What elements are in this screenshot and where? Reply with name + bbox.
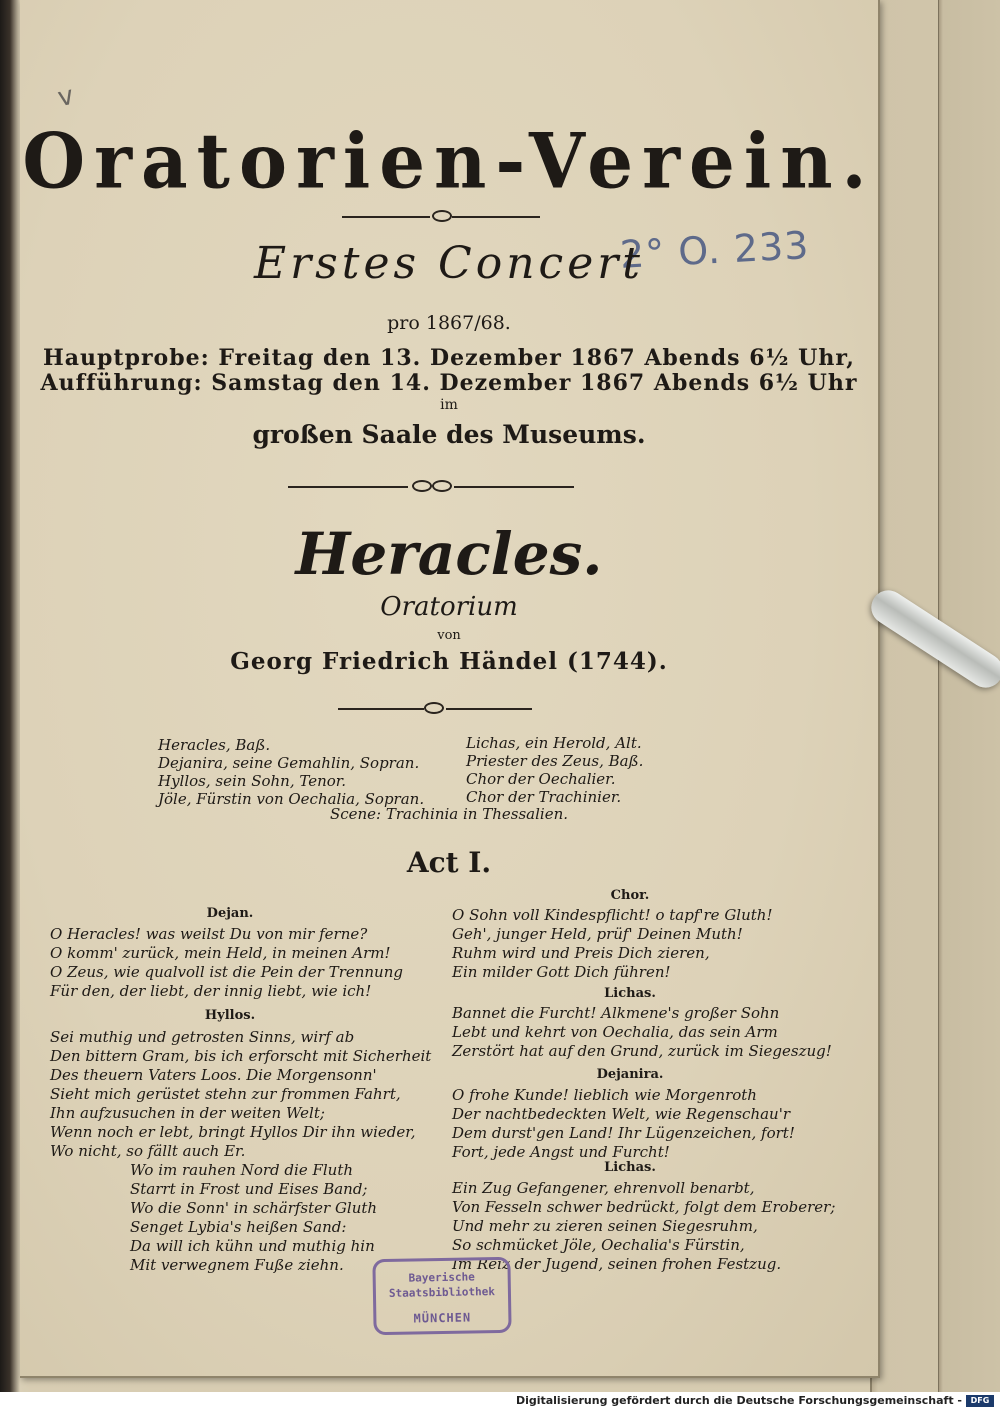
verse-line: Lebt und kehrt von Oechalia, das sein Arm bbox=[452, 1023, 778, 1041]
verse-line: Bannet die Furcht! Alkmene's großer Sohn bbox=[452, 1004, 780, 1022]
verse-line: Wo im rauhen Nord die Fluth bbox=[130, 1161, 354, 1179]
verse-line: Von Fesseln schwer bedrückt, folgt dem Eroberer; bbox=[452, 1198, 836, 1216]
verse-line: Ein Zug Gefangener, ehrenvoll benarbt, bbox=[452, 1179, 755, 1197]
speaker-label: Chor. bbox=[610, 888, 650, 903]
cast-entry: Jöle, Fürstin von Oechalia, Sopran. bbox=[158, 790, 425, 808]
verse-line: Mit verwegnem Fuße ziehn. bbox=[130, 1256, 344, 1274]
footer-bar bbox=[0, 1392, 1000, 1410]
stamp-line: Bayerische bbox=[408, 1270, 475, 1285]
speaker-label: Hyllos. bbox=[204, 1008, 256, 1023]
verse-line: Wo nicht, so fällt auch Er. bbox=[50, 1142, 246, 1160]
verse-line: Der nachtbedeckten Welt, wie Regenschau'r bbox=[452, 1105, 790, 1123]
composer-preposition: von bbox=[437, 628, 461, 643]
cast-entry: Priester des Zeus, Baß. bbox=[466, 752, 644, 770]
dfg-logo-icon: DFG bbox=[966, 1395, 994, 1407]
funding-notice: Digitalisierung gefördert durch die Deutsche Forschungsgemeinschaft - bbox=[515, 1394, 962, 1407]
cast-entry: Lichas, ein Herold, Alt. bbox=[466, 734, 642, 752]
verse-line: Wenn noch er lebt, bringt Hyllos Dir ihn wieder, bbox=[50, 1123, 416, 1141]
verse-line: Starrt in Frost und Eises Band; bbox=[130, 1180, 368, 1198]
verse-line: Im Reiz der Jugend, seinen frohen Festzug. bbox=[452, 1255, 782, 1273]
speaker-label: Dejanira. bbox=[596, 1067, 664, 1082]
verse-line: O Heracles! was weilst Du von mir ferne? bbox=[50, 925, 368, 943]
performance-date: Aufführung: Samstag den 14. Dezember 1867 Abends 6½ Uhr bbox=[40, 370, 858, 396]
season: pro 1867/68. bbox=[387, 312, 511, 334]
verse-line: Zerstört hat auf den Grund, zurück im Siegeszug! bbox=[452, 1042, 832, 1060]
venue: großen Saale des Museums. bbox=[252, 420, 646, 449]
verse-line: Für den, der liebt, der innig liebt, wie ich! bbox=[50, 982, 372, 1000]
verse-line: O Sohn voll Kindespflicht! o tapf're Gluth! bbox=[452, 906, 773, 924]
verse-line: Wo die Sonn' in schärfster Gluth bbox=[130, 1199, 378, 1217]
verse-line: Da will ich kühn und muthig hin bbox=[130, 1237, 375, 1255]
speaker-label: Lichas. bbox=[604, 1160, 656, 1175]
verse-line: Den bittern Gram, bis ich erforscht mit Sicherheit bbox=[50, 1047, 432, 1065]
cast-entry: Chor der Trachinier. bbox=[466, 788, 622, 806]
cast-entry: Heracles, Baß. bbox=[158, 736, 271, 754]
verse-line: Sieht mich gerüstet stehn zur frommen Fahrt, bbox=[50, 1085, 401, 1103]
back-sheet-edge bbox=[938, 0, 1000, 1392]
verse-line: Senget Lybia's heißen Sand: bbox=[130, 1218, 347, 1236]
verse-line: Ruhm wird und Preis Dich zieren, bbox=[452, 944, 710, 962]
verse-line: Des theuern Vaters Loos. Die Morgensonn' bbox=[50, 1066, 377, 1084]
library-stamp bbox=[372, 1257, 511, 1335]
verse-line: Sei muthig und getrosten Sinns, wirf ab bbox=[50, 1028, 355, 1046]
verse-line: Und mehr zu zieren seinen Siegesruhm, bbox=[452, 1217, 758, 1235]
speaker-label: Lichas. bbox=[604, 986, 656, 1001]
stamp-line: MÜNCHEN bbox=[413, 1310, 472, 1326]
scene-setting: Scene: Trachinia in Thessalien. bbox=[329, 805, 569, 823]
pencil-mark: v bbox=[55, 80, 77, 114]
work-title: Heracles. bbox=[295, 520, 603, 588]
cast-entry: Dejanira, seine Gemahlin, Sopran. bbox=[158, 754, 420, 772]
work-genre: Oratorium bbox=[380, 592, 518, 622]
society-title: Oratorien-Verein. bbox=[22, 115, 876, 206]
verse-line: O komm' zurück, mein Held, in meinen Arm! bbox=[50, 944, 391, 962]
shelfmark: 2° O. 233 bbox=[618, 223, 811, 277]
concert-title: Erstes Concert bbox=[254, 238, 644, 289]
cast-entry: Chor der Oechalier. bbox=[466, 770, 616, 788]
verse-line: Ihn aufzusuchen in der weiten Welt; bbox=[50, 1104, 325, 1122]
verse-line: So schmücket Jöle, Oechalia's Fürstin, bbox=[452, 1236, 745, 1254]
verse-line: Geh', junger Held, prüf' Deinen Muth! bbox=[452, 925, 743, 943]
cast-entry: Hyllos, sein Sohn, Tenor. bbox=[158, 772, 347, 790]
act-heading: Act I. bbox=[406, 846, 492, 879]
stamp-line: Staatsbibliothek bbox=[388, 1285, 496, 1300]
venue-preposition: im bbox=[440, 397, 458, 413]
composer: Georg Friedrich Händel (1744). bbox=[230, 648, 668, 675]
verse-line: Ein milder Gott Dich führen! bbox=[452, 963, 671, 981]
document-page bbox=[20, 0, 880, 1378]
rehearsal-date: Hauptprobe: Freitag den 13. Dezember 1867 Abends 6½ Uhr, bbox=[43, 345, 855, 371]
verse-line: Dem durst'gen Land! Ihr Lügenzeichen, fort! bbox=[452, 1124, 795, 1142]
verse-line: O frohe Kunde! lieblich wie Morgenroth bbox=[452, 1086, 757, 1104]
verse-line: O Zeus, wie qualvoll ist die Pein der Trennung bbox=[50, 963, 403, 981]
verse-line: Fort, jede Angst und Furcht! bbox=[452, 1143, 670, 1161]
speaker-label: Dejan. bbox=[206, 906, 254, 921]
